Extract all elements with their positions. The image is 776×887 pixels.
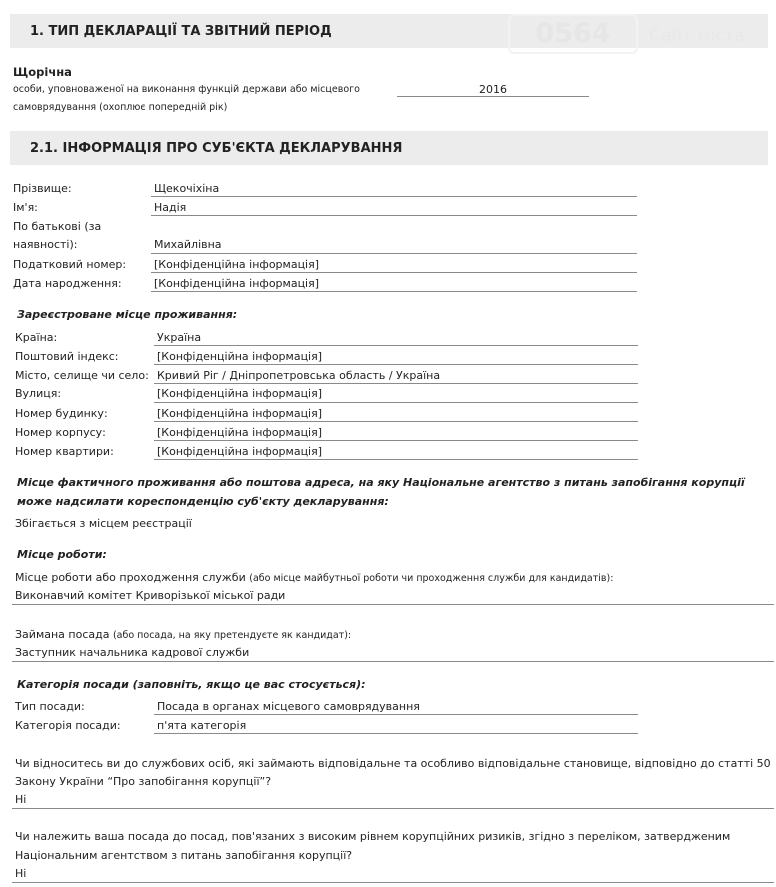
- work-label: [15, 571, 613, 584]
- section2-header: [10, 131, 768, 165]
- question1-answer: Ні: [15, 793, 27, 806]
- surname-underline: [151, 196, 637, 197]
- street-label: Вулиця:: [15, 387, 62, 400]
- position-category-underline: [154, 733, 638, 734]
- street-underline: [154, 402, 638, 403]
- zip-label: Поштовий індекс:: [15, 350, 119, 363]
- street-value: [Конфіденційна інформація]: [157, 387, 323, 400]
- city-value: Кривий Ріг / Дніпропетровська область / Україна: [157, 369, 441, 382]
- work-title: Місце роботи:: [17, 548, 107, 561]
- dob-label: Дата народження:: [13, 277, 122, 290]
- category-title: Категорія посади (заповніть, якщо це вас стосується):: [17, 678, 366, 691]
- position-label-note: (або посада, на яку претендуєте як кандидат):: [112, 630, 352, 641]
- work-value: Виконавчий комітет Криворізької міської ради: [15, 589, 286, 602]
- position-label-main: Займана посада: [15, 628, 110, 641]
- watermark-site: Сайт міста: [649, 26, 745, 46]
- dob-underline: [151, 291, 637, 292]
- apt-value: [Конфіденційна інформація]: [157, 445, 323, 458]
- position-type-underline: [154, 714, 638, 715]
- question2-line2: Національним агентством з питань запобігання корупції?: [15, 849, 353, 862]
- question2-answer: Ні: [15, 867, 27, 880]
- actual-residence-title-1: Місце фактичного проживання або поштова адреса, на яку Національне агентство з питань запобігання корупції: [17, 476, 745, 489]
- question1-underline: [12, 808, 774, 809]
- city-underline: [154, 383, 638, 384]
- patronymic-value: Михайлівна: [154, 238, 222, 251]
- question2-line1: Чи належить ваша посада до посад, пов'язаних з високим рівнем корупційних ризиків, згідно з переліком, затвердженим: [15, 830, 731, 843]
- house-value: [Конфіденційна інформація]: [157, 407, 323, 420]
- corpus-value: [Конфіденційна інформація]: [157, 426, 323, 439]
- registered-title: Зареєстроване місце проживання:: [17, 308, 238, 321]
- city-label: Місто, селище чи село:: [15, 369, 149, 382]
- dob-value: [Конфіденційна інформація]: [154, 277, 320, 290]
- corpus-underline: [154, 440, 638, 441]
- zip-value: [Конфіденційна інформація]: [157, 350, 323, 363]
- work-label-main: Місце роботи або проходження служби: [15, 571, 246, 584]
- position-label: [15, 628, 351, 641]
- name-value: Надія: [154, 201, 187, 214]
- patronymic-label-2: наявності):: [13, 238, 78, 251]
- position-category-label: Категорія посади:: [15, 719, 121, 732]
- house-label: Номер будинку:: [15, 407, 108, 420]
- question1-line2: Закону України “Про запобігання корупції”?: [15, 775, 272, 788]
- section1-title: 1. ТИП ДЕКЛАРАЦІЇ ТА ЗВІТНИЙ ПЕРІОД: [30, 24, 332, 39]
- country-label: Країна:: [15, 331, 58, 344]
- tax-underline: [151, 272, 637, 273]
- question1-line1: Чи відноситесь ви до службових осіб, які займають відповідальне та особливо відповідальне становище, відповідно до статті 50: [15, 757, 771, 770]
- house-underline: [154, 421, 638, 422]
- name-label: Ім'я:: [13, 201, 38, 214]
- watermark-logo: 0564: [508, 14, 638, 54]
- name-underline: [151, 215, 637, 216]
- tax-label: Податковий номер:: [13, 258, 127, 271]
- declaration-desc-line2: самоврядування (охоплює попередній рік): [13, 102, 228, 113]
- surname-value: Щекочіхіна: [154, 182, 220, 195]
- apt-underline: [154, 459, 638, 460]
- declaration-desc-line1: особи, уповноваженої на виконання функцій держави або місцевого: [13, 84, 360, 95]
- zip-underline: [154, 364, 638, 365]
- section2-title: 2.1. ІНФОРМАЦІЯ ПРО СУБ'ЄКТА ДЕКЛАРУВАННЯ: [30, 141, 403, 156]
- tax-value: [Конфіденційна інформація]: [154, 258, 320, 271]
- report-year: 2016: [479, 83, 507, 96]
- actual-residence-value: Збігається з місцем реєстрації: [15, 517, 192, 530]
- year-underline: [397, 96, 589, 97]
- position-value: Заступник начальника кадрової служби: [15, 646, 250, 659]
- question2-underline: [12, 882, 774, 883]
- work-label-note: (або місце майбутньої роботи чи проходження служби для кандидатів):: [249, 573, 614, 584]
- surname-label: Прізвище:: [13, 182, 72, 195]
- country-value: Україна: [157, 331, 202, 344]
- actual-residence-title-2: може надсилати кореспонденцію суб'єкту декларування:: [17, 495, 389, 508]
- corpus-label: Номер корпусу:: [15, 426, 106, 439]
- patronymic-underline: [151, 253, 637, 254]
- position-type-label: Тип посади:: [15, 700, 85, 713]
- declaration-type: Щорічна: [13, 65, 72, 79]
- country-underline: [154, 345, 638, 346]
- work-underline: [12, 604, 774, 605]
- position-category-value: п'ята категорія: [157, 719, 247, 732]
- patronymic-label-1: По батькові (за: [13, 220, 102, 233]
- position-type-value: Посада в органах місцевого самоврядування: [157, 700, 420, 713]
- position-underline: [12, 661, 774, 662]
- apt-label: Номер квартири:: [15, 445, 114, 458]
